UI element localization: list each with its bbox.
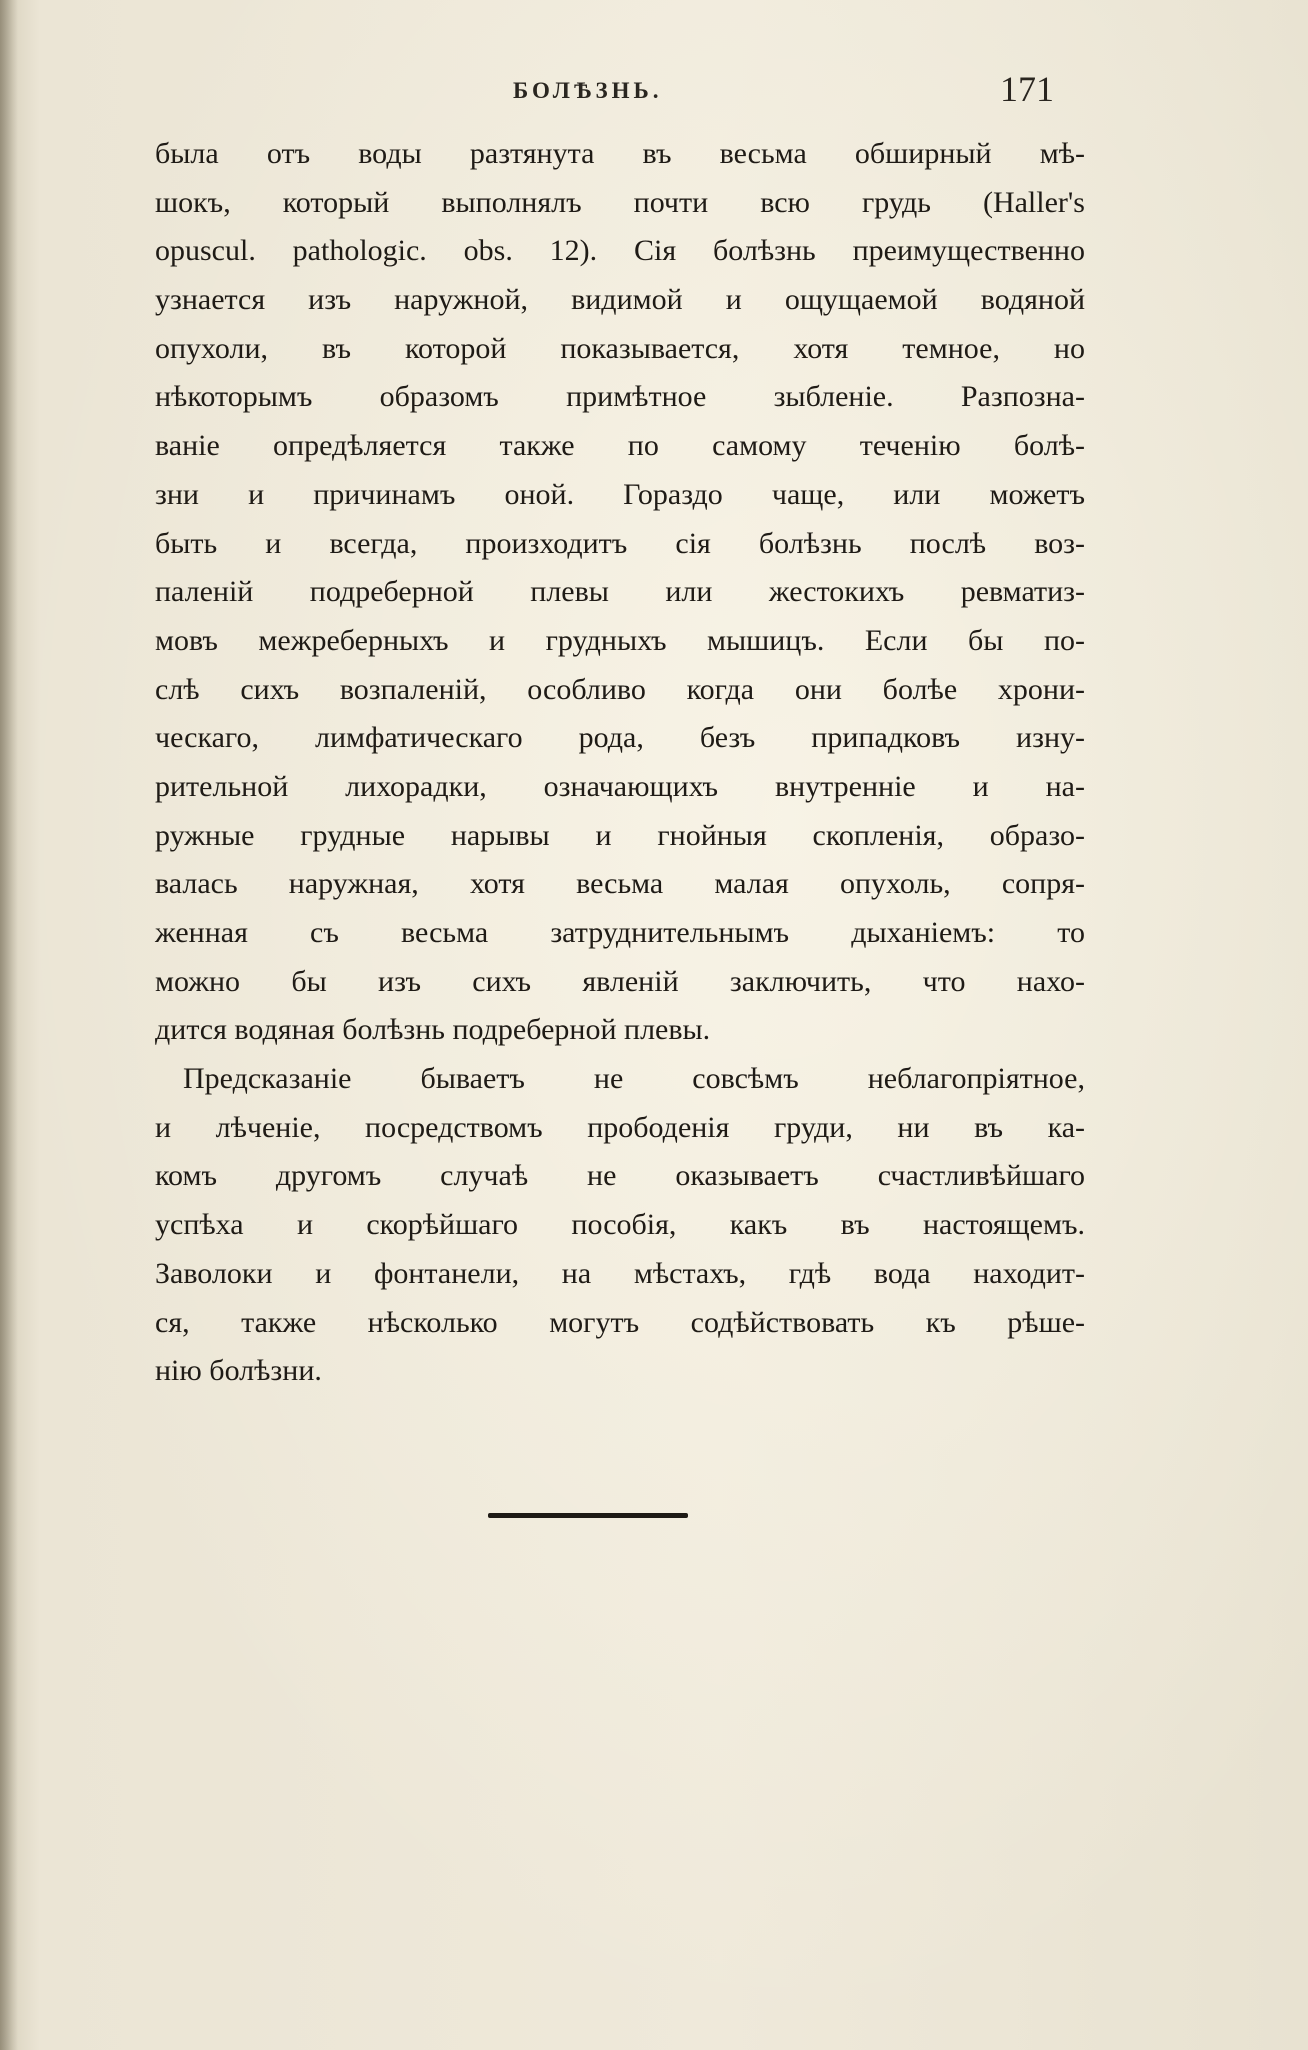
text-line: можно бы изъ сихъ явленій заключить, что нахо- (155, 964, 1085, 998)
page-number: 171 (1000, 69, 1054, 109)
text-line: ваніе опредѣляется также по самому теченію болѣ- (155, 429, 1085, 463)
text-line: ружные грудные нарывы и гнойныя скопленія, образо- (155, 818, 1085, 852)
body-text (155, 130, 1085, 1396)
text-line: opuscul. pathologic. obs. 12). Сія болѣзнь преимущественно (155, 234, 1085, 268)
text-line: шокъ, который выполнялъ почти всю грудь (Haller's (155, 185, 1085, 219)
text-line: быть и всегда, произходитъ сія болѣзнь послѣ воз- (155, 526, 1085, 560)
text-line: рительной лихорадки, означающихъ внутренніе и на- (155, 769, 1085, 803)
text-line: Предсказаніе бываетъ не совсѣмъ неблагопріятное, (183, 1062, 1085, 1096)
text-line: валась наружная, хотя весьма малая опухоль, сопря- (155, 867, 1085, 901)
text-line: слѣ сихъ возпаленій, особливо когда они болѣе хрони- (155, 672, 1085, 706)
text-line: комъ другомъ случаѣ не оказываетъ счастливѣйшаго (155, 1159, 1085, 1193)
text-line: узнается изъ наружной, видимой и ощущаемой водяной (155, 283, 1085, 317)
text-line: зни и причинамъ оной. Гораздо чаще, или можетъ (155, 477, 1085, 511)
text-line: паленій подреберной плевы или жестокихъ ревматиз- (155, 575, 1085, 609)
text-line: Заволоки и фонтанели, на мѣстахъ, гдѣ вода находит- (155, 1256, 1085, 1290)
text-line: ся, также нѣсколько могутъ содѣйствовать къ рѣше- (155, 1305, 1085, 1339)
text-line: была отъ воды разтянута въ весьма обширный мѣ- (155, 137, 1085, 170)
text-line: дится водяная болѣзнь подреберной плевы. (155, 1013, 711, 1047)
text-line: успѣха и скорѣйшаго пособія, какъ въ настоящемъ. (155, 1208, 1085, 1242)
section-end-rule (488, 1513, 688, 1518)
text-line: мовъ межреберныхъ и грудныхъ мышицъ. Если бы по- (155, 623, 1085, 657)
text-line: опухоли, въ которой показывается, хотя темное, но (155, 331, 1085, 365)
spine-shadow (0, 0, 18, 2050)
paragraph-2 (155, 1055, 1085, 1396)
running-head: БОЛѢЗНЬ. (513, 78, 663, 103)
text-line: женная съ весьма затруднительнымъ дыханіемъ: то (155, 916, 1085, 949)
text-line: нѣкоторымъ образомъ примѣтное зыбленіе. Разпозна- (155, 380, 1085, 414)
text-line: и лѣченіе, посредствомъ прободенія груди, ни въ ка- (155, 1110, 1085, 1144)
text-line: ческаго, лимфатическаго рода, безъ припадковъ изну- (155, 721, 1085, 755)
text-line: нію болѣзни. (155, 1354, 322, 1388)
paragraph-1 (155, 130, 1085, 1055)
